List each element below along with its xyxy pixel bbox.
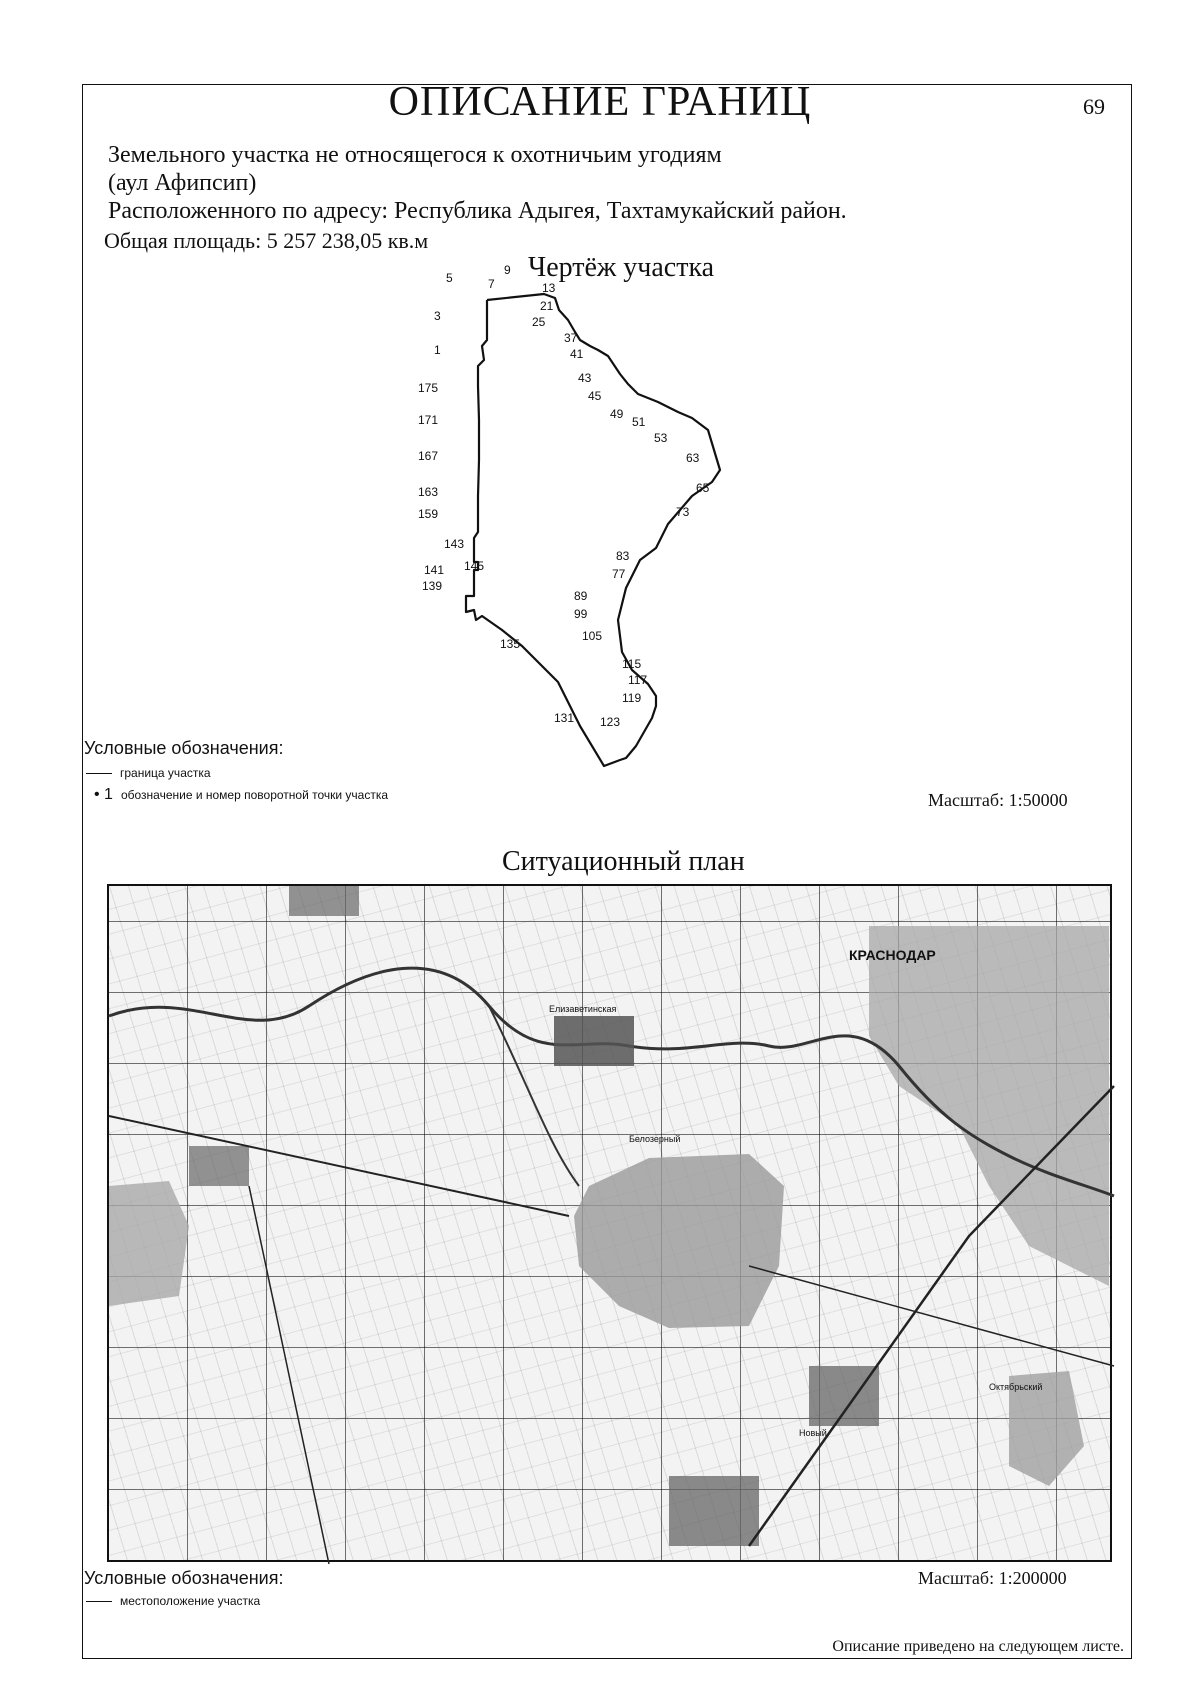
point-label-159: 159 (418, 507, 439, 521)
point-label-131: 131 (554, 711, 575, 725)
plot-scale: Масштаб: 1:50000 (928, 790, 1068, 810)
point-label-163: 163 (418, 485, 439, 499)
point-label-7: 7 (488, 277, 495, 291)
page-title: ОПИСАНИЕ ГРАНИЦ (388, 79, 812, 125)
point-label-25: 25 (532, 315, 546, 329)
point-label-45: 45 (588, 389, 602, 403)
point-label-119: 119 (622, 691, 642, 705)
point-label-13: 13 (542, 281, 556, 295)
point-label-3: 3 (434, 309, 441, 323)
plot-boundary (466, 294, 720, 766)
point-label-21: 21 (540, 299, 554, 313)
page-number: 69 (1083, 94, 1105, 119)
header-line-2: (аул Афипсип) (108, 170, 257, 196)
point-label-141: 141 (424, 563, 445, 577)
footer-note: Описание приведено на следующем листе. (832, 1638, 1124, 1655)
point-label-139: 139 (422, 579, 443, 593)
point-label-9: 9 (504, 263, 511, 277)
total-area: Общая площадь: 5 257 238,05 кв.м (104, 228, 429, 253)
map-legend-title: Условные обозначения: (84, 1568, 284, 1588)
road (749, 1266, 1114, 1366)
situation-map (107, 884, 1112, 1562)
point-label-171: 171 (418, 413, 439, 427)
map-legend-location-label: местоположение участка (120, 1594, 261, 1608)
map-legend-location (86, 1594, 260, 1608)
plot-legend-point (94, 786, 388, 804)
point-label-63: 63 (686, 451, 700, 465)
point-label-83: 83 (616, 549, 630, 563)
place-label: Елизаветинская (549, 1004, 617, 1014)
plot-legend-title: Условные обозначения: (84, 738, 284, 758)
settlement-block (554, 1016, 634, 1066)
reservoir (574, 1154, 784, 1328)
point-label-123: 123 (600, 715, 621, 729)
point-label-73: 73 (676, 505, 690, 519)
header-line-3: Расположенного по адресу: Республика Адыгея, Тахтамукайский район. (108, 198, 847, 224)
left-lake (109, 1181, 189, 1306)
plot-title: Чертёж участка (528, 252, 715, 283)
road (249, 1186, 329, 1564)
point-label-117: 117 (628, 673, 648, 687)
situation-title: Ситуационный план (502, 846, 745, 877)
plot-legend-boundary (86, 766, 211, 780)
settlement-block (669, 1476, 759, 1546)
point-label-1: 1 (434, 343, 441, 357)
point-label-167: 167 (418, 449, 439, 463)
point-label-175: 175 (418, 381, 439, 395)
point-label-51: 51 (632, 415, 646, 429)
boundary-line-symbol (86, 773, 112, 774)
situation-map-layer (109, 886, 1114, 1564)
point-label-105: 105 (582, 629, 603, 643)
point-label-135: 135 (500, 637, 521, 651)
point-label-143: 143 (444, 537, 465, 551)
point-label-145: 145 (464, 559, 485, 573)
place-label-krasnodar: КРАСНОДАР (849, 947, 936, 963)
header-line-1: Земельного участка не относящегося к охотничьим угодиям (108, 142, 722, 168)
point-symbol: • 1 (94, 786, 113, 803)
point-label-115: 115 (622, 657, 642, 671)
point-label-5: 5 (446, 271, 453, 285)
point-label-89: 89 (574, 589, 588, 603)
point-label-37: 37 (564, 331, 578, 345)
road (109, 1116, 569, 1216)
settlement-block (809, 1366, 879, 1426)
plot-legend-point-label: обозначение и номер поворотной точки участка (120, 788, 389, 802)
point-label-77: 77 (612, 567, 626, 581)
plot-legend-boundary-label: граница участка (120, 766, 211, 780)
point-label-43: 43 (578, 371, 592, 385)
map-scale: Масштаб: 1:200000 (918, 1568, 1067, 1588)
settlement-block (189, 1146, 249, 1186)
point-label-53: 53 (654, 431, 668, 445)
place-label: Октябрьский (989, 1382, 1043, 1392)
place-label: Новый (799, 1428, 827, 1438)
place-label: Белозерный (629, 1134, 681, 1144)
point-label-49: 49 (610, 407, 624, 421)
point-label-65: 65 (696, 481, 710, 495)
city-area (869, 926, 1109, 1286)
point-label-99: 99 (574, 607, 588, 621)
point-label-41: 41 (570, 347, 584, 361)
location-line-symbol (86, 1601, 112, 1602)
settlement-block (289, 886, 359, 916)
